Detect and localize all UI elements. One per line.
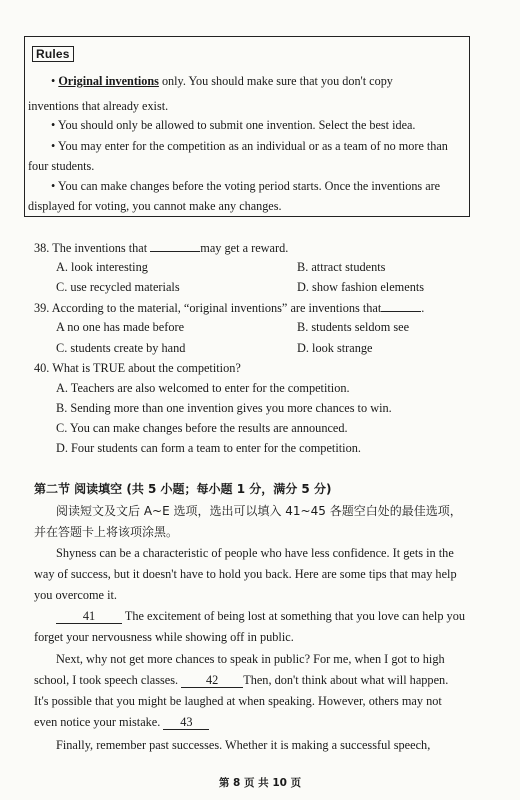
passage-p4-line1: Finally, remember past successes. Whether it is making a successful speech, [56, 738, 431, 752]
q38-stem-b: may get a reward. [200, 241, 289, 255]
passage-p3-line3: It's possible that you might be laughed at when speaking. However, others may not [34, 694, 442, 708]
q39-option-a: A no one has made before [56, 320, 185, 334]
blank-43: 43 [163, 716, 209, 730]
rule-1-cont: inventions that already exist. [28, 99, 169, 113]
passage-p3-line4 [34, 715, 209, 730]
section-heading: 第二节 阅读填空 (共 5 小题；每小题 1 分，满分 5 分) [34, 482, 332, 496]
passage-p2-text: The excitement of being lost at something that you love can help you [124, 609, 465, 623]
passage-p1-line2: way of success, but it doesn't have to hold you back. Here are some tips that may help [34, 567, 457, 581]
q40-option-d: D. Four students can form a team to enter for the competition. [56, 441, 361, 455]
blank-42: 42 [181, 674, 243, 688]
rule-4: • You can make changes before the voting period starts. Once the inventions are [51, 179, 441, 193]
rule-3-cont: four students. [28, 159, 95, 173]
q38-option-d: D. show fashion elements [297, 280, 425, 294]
passage-p2-line1 [56, 609, 465, 624]
q39-option-c: C. students create by hand [56, 341, 186, 355]
q38-option-c: C. use recycled materials [56, 280, 180, 294]
passage-p3-line1: Next, why not get more chances to speak in public? For me, when I got to high [56, 652, 445, 666]
rules-box [24, 36, 470, 217]
passage-p1-line3: you overcome it. [34, 588, 117, 602]
q40-option-a: A. Teachers are also welcomed to enter for the competition. [56, 381, 350, 395]
passage-p3-line4-a: even notice your mistake. [34, 715, 164, 729]
rules-tag: Rules [32, 46, 74, 62]
q38-stem [34, 240, 288, 256]
q40-option-c: C. You can make changes before the results are announced. [56, 421, 348, 435]
passage-p1-line1: Shyness can be a characteristic of people who have less confidence. It gets in the [56, 546, 454, 560]
passage-p3-line2 [34, 673, 448, 688]
passage-p3-line2-b: Then, don't think about what will happen. [243, 673, 449, 687]
answer-blank [381, 300, 421, 312]
rule-2: • You should only be allowed to submit one invention. Select the best idea. [51, 118, 416, 132]
q39-option-b: B. students seldom see [297, 320, 410, 334]
rule-1-bold: Original inventions [58, 74, 159, 88]
blank-41: 41 [56, 610, 122, 624]
passage-p2-line2: forget your nervousness while showing off in public. [34, 630, 294, 644]
passage-p3-line2-a: school, I took speech classes. [34, 673, 182, 687]
q39-stem-b: . [421, 301, 425, 315]
rule-1: • Original inventions only. You should make sure that you don't copy [51, 74, 393, 88]
q38-option-a: A. look interesting [56, 260, 148, 274]
section-instruction-2: 并在答题卡上将该项涂黑。 [34, 525, 179, 539]
q39-stem-a: 39. According to the material, “original inventions” are inventions that [34, 301, 382, 315]
page-footer: 第 8 页 共 10 页 [218, 777, 302, 789]
q38-option-b: B. attract students [297, 260, 386, 274]
answer-blank [150, 240, 200, 252]
q40-option-b: B. Sending more than one invention gives you more chances to win. [56, 401, 392, 415]
rule-3: • You may enter for the competition as an individual or as a team of no more than [51, 139, 448, 153]
q39-stem [34, 300, 424, 316]
rule-4-cont: displayed for voting, you cannot make any changes. [28, 199, 282, 213]
q40-stem: 40. What is TRUE about the competition? [34, 361, 241, 375]
rule-1-rest: only. You should make sure that you don't copy [158, 74, 393, 88]
section-instruction-1: 阅读短文及文后 A~E 选项，选出可以填入 41~45 各题空白处的最佳选项， [56, 504, 462, 518]
q39-option-d: D. look strange [297, 341, 373, 355]
q38-stem-a: 38. The inventions that [34, 241, 151, 255]
